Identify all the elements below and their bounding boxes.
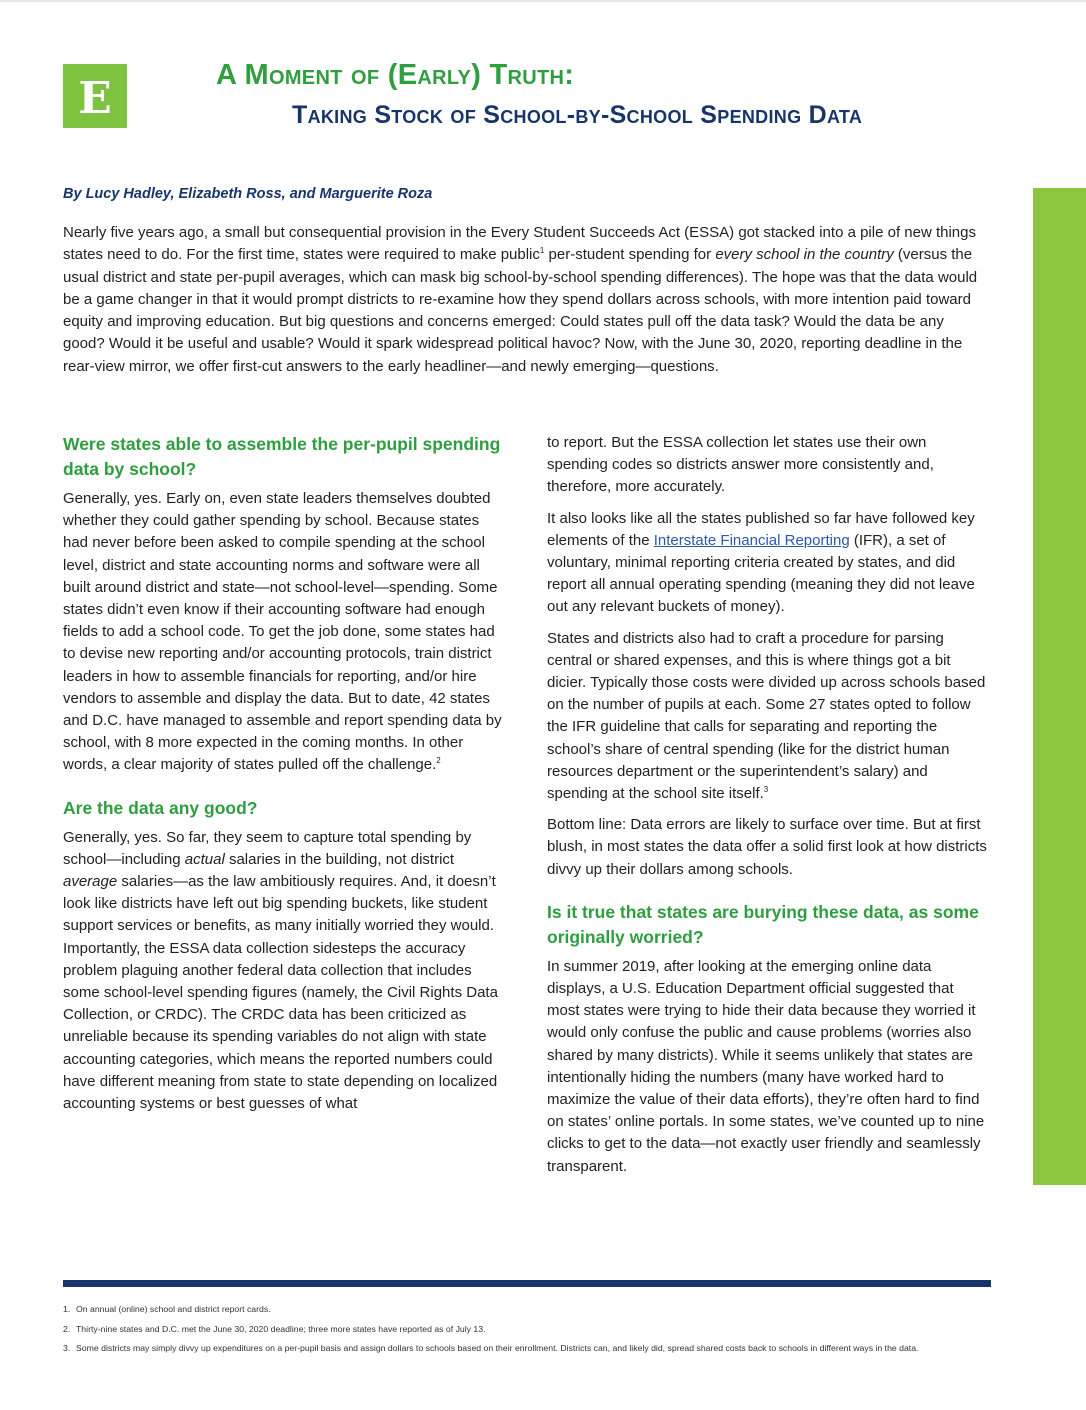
section-quality-bottom-line: Bottom line: Data errors are likely to surface over time. But at first blush, in most states the data offer a solid first look at how districts divvy up their dollars among schools.: [547, 816, 987, 878]
byline: By Lucy Hadley, Elizabeth Ross, and Marguerite Roza: [63, 186, 433, 202]
edunomics-logo: [63, 64, 127, 128]
section-burying-body: In summer 2019, after looking at the emerging online data displays, a U.S. Education Department official suggested that most states were trying to hide their data because they worried it would only confuse the public and cause problems (worries also shared by many districts). While it seems unlikely that states are intentionally hiding the numbers (many have worked hard to maximize the value of their data efforts), they’re often hard to find on states’ online portals. In some states, we’ve counted up to nine clicks to get to the data—not exactly user friendly and seamlessly transparent.: [547, 957, 985, 1175]
section-heading-quality: Are the data any good?: [63, 797, 258, 818]
intro-paragraph: Nearly five years ago, a small but consequential provision in the Every Student Succeeds Act (ESSA) got stacked into a pile of new things states need to do. For the first time, states were required to make public$^1$ per-student spending for every school in the country (versus the usual district and state per-pupil averages, which can mask big school-by-school spending differences). The hope was that the data would be a game changer in that it would prompt districts to re-examine how they spend dollars across schools, with more intention paid toward equity and improving education. But big questions and concerns emerged: Could states pull off the data task? Would the data be any good? Would it be useful and usable? Would it spark widespread political havoc? Now, with the June 30, 2020, reporting deadline in the rear-view mirror, we offer first-cut answers to the early headliner—and newly emerging—questions.: [63, 224, 978, 375]
section-assemble-body: Generally, yes. Early on, even state leaders themselves doubted whether they could gather spending by school. Because states had never before been asked to compile spending at the school level, district and state accounting norms and software were all built around district and state—not school-level—spending. Some states didn’t even know if their accounting software had enough fields to add a school code. To get the job done, some states had to devise new reporting and/or accounting protocols, train district leaders in how to assemble financials for reporting, and/or hire vendors to assemble and display the data. But to date, 42 states and D.C. have managed to assemble and report spending data by school, with 8 more expected in the coming months. In other words, a clear majority of states pulled off the challenge.$^2$: [63, 490, 502, 774]
page-title: A Moment of (Early) Truth:: [216, 59, 575, 91]
page-subtitle: Taking Stock of School-by-School Spending Data: [292, 101, 863, 129]
footnote-item: 2. Thirty-nine states and D.C. met the June 30, 2020 deadline; three more states have reported as of July 13.: [63, 1323, 486, 1334]
footnote-ref-2: 2: [436, 756, 441, 766]
footnote-ref-3: 3: [763, 785, 769, 795]
section-quality-shared-costs: States and districts also had to craft a procedure for parsing central or shared expenses, and this is where things got a bit dicier. Typically those costs were divided up across schools based on the number of pupils at each. Some 27 states opted to follow the IFR guideline that calls for separating and reporting the school’s share of central spending (like for the district human resources department or the superintendent’s salary) and spending at the school site itself.$^3$: [547, 629, 986, 803]
footnote-divider: [63, 1280, 991, 1287]
ifr-link[interactable]: Interstate Financial Reporting: [653, 531, 850, 549]
footnote-item: 1. On annual (online) school and district report cards.: [63, 1304, 271, 1314]
side-accent-bar: [1033, 188, 1086, 1185]
top-rule: [0, 0, 1086, 2]
left-column: [63, 432, 505, 1124]
right-column: [547, 432, 989, 1187]
section-heading-burying: Is it true that states are burying these data, as some originally worried?: [547, 901, 979, 947]
svg-text:E: E: [78, 73, 112, 124]
section-quality-body: Generally, yes. So far, they seem to capture total spending by school—including actual salaries in the building, not district average salaries—as the law ambitiously requires. And, it doesn’t look like districts have left out big spending buckets, like student support services or benefits, as many initially worried they would. Importantly, the ESSA data collection sidesteps the accuracy problem plaguing another federal data collection that includes some school-level spending figures (namely, the Civil Rights Data Collection, or CRDC). The CRDC data has been criticized as unreliable because its spending variables do not align with state accounting categories, which means the reported numbers could have different meaning from state to state depending on localized accounting systems or best guesses of what: [63, 828, 498, 1113]
footnote-item: 3. Some districts may simply divvy up expenditures on a per-pupil basis and assign dollars to schools based on their enrollment. Districts can, and likely did, spread shared costs back to schools in different ways in the data.: [63, 1343, 919, 1353]
footnote-ref-1: 1: [539, 246, 545, 256]
section-heading-assemble: Were states able to assemble the per-pupil spending data by school?: [63, 434, 501, 479]
e-logo-icon: [63, 64, 127, 128]
section-quality-continued: to report. But the ESSA collection let states use their own spending codes so districts answer more consistently and, therefore, more accurately.: [547, 434, 934, 496]
section-quality-ifr: It also looks like all the states published so far have followed key elements of the Interstate Financial Reporting (IFR), a set of voluntary, minimal reporting criteria created by states, and did report all annual operating spending (meaning they did not leave out any relevant buckets of money).: [547, 509, 975, 616]
footnotes-list: [63, 1303, 983, 1362]
